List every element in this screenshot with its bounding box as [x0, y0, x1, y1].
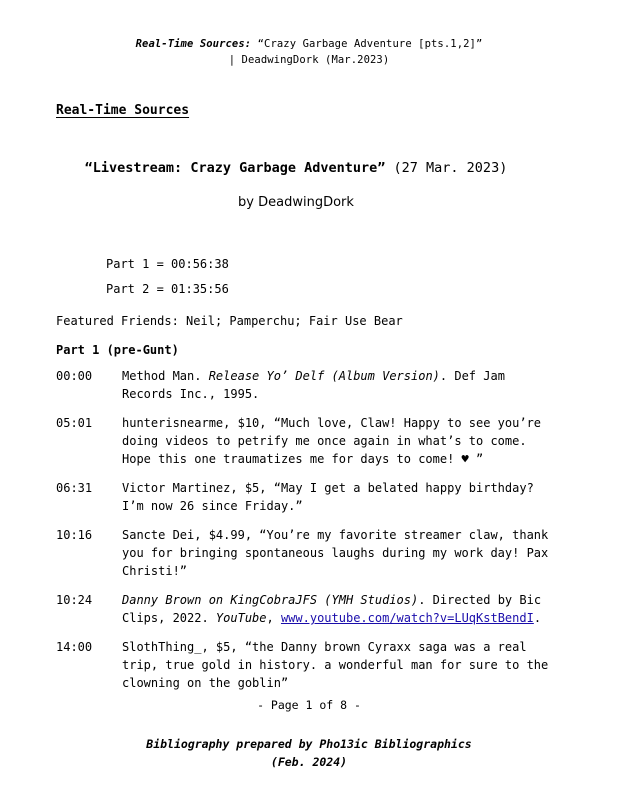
entry-segment: . Def Jam Records Inc., 1995.	[122, 368, 505, 401]
entry-timestamp: 05:01	[56, 415, 93, 430]
byline: by DeadwingDork	[238, 194, 354, 210]
list-item	[56, 526, 562, 580]
colophon-line-2: (Feb. 2024)	[270, 755, 348, 770]
work-title	[56, 160, 562, 176]
entry-timestamp: 14:00	[56, 639, 93, 654]
running-head-line-2: | DeadwingDork (Mar.2023)	[228, 54, 390, 67]
parts-list	[56, 252, 562, 302]
entry-timestamp: 06:31	[56, 480, 93, 495]
entry-segment-italic: YouTube	[215, 610, 267, 625]
entry-timestamp: 10:16	[56, 527, 93, 542]
entry-body: Sancte Dei, $4.99, “You’re my favorite streamer claw, thank you for bringing spontaneous laughs during my work day! Pax Christi!”	[122, 527, 549, 578]
part-duration-1: Part 1 = 00:56:38	[106, 256, 229, 271]
running-head-label: Real-Time Sources:	[135, 38, 252, 50]
list-item	[56, 591, 562, 627]
entry-segment: .	[533, 610, 542, 625]
entry-body: hunterisnearme, $10, “Much love, Claw! Happy to see you’re doing videos to petrify me once again in what’s to come. Hope this one traumatizes me for days to come! ♥ ”	[122, 415, 542, 466]
running-head-title: “Crazy Garbage Adventure [pts.1,2]”	[257, 38, 483, 50]
list-item	[56, 414, 562, 468]
entry-segment: . Directed by Bic Clips, 2022.	[122, 592, 542, 625]
list-item	[56, 479, 562, 515]
section-title: Real-Time Sources	[56, 102, 190, 118]
work-title-date: (27 Mar. 2023)	[393, 159, 508, 176]
entry-list	[56, 367, 562, 692]
entry-segment-italic: Danny Brown on KingCobraJFS (YMH Studios)	[122, 592, 419, 607]
colophon	[0, 735, 618, 772]
work-title-text: “Livestream: Crazy Garbage Adventure”	[84, 159, 386, 176]
featured-friends: Featured Friends: Neil; Pamperchu; Fair Use Bear	[56, 313, 403, 328]
source-link[interactable]: www.youtube.com/watch?v=LUqKstBendI	[280, 610, 534, 625]
entry-segment: Method Man.	[122, 368, 209, 383]
list-item	[56, 367, 562, 403]
entry-timestamp: 10:24	[56, 592, 93, 607]
page-number: - Page 1 of 8 -	[257, 698, 361, 712]
entry-timestamp: 00:00	[56, 368, 93, 383]
entry-body: SlothThing_, $5, “the Danny brown Cyraxx saga was a real trip, true gold in history. a wonderful man for sure to the clowning on the goblin”	[122, 639, 549, 690]
running-head-line-1	[56, 36, 562, 52]
entry-body	[122, 591, 562, 627]
entry-body	[122, 367, 562, 403]
part-duration-2: Part 2 = 01:35:56	[106, 281, 229, 296]
entry-segment-italic: Release Yo’ Delf (Album Version)	[208, 368, 440, 383]
running-head	[56, 36, 562, 69]
list-item	[56, 638, 562, 692]
entry-segment: ,	[266, 610, 281, 625]
part-heading: Part 1 (pre-Gunt)	[56, 342, 179, 357]
entry-body: Victor Martinez, $5, “May I get a belated happy birthday? I’m now 26 since Friday.”	[122, 480, 534, 513]
colophon-line-1: Bibliography prepared by Pho13ic Bibliographics	[146, 737, 472, 751]
